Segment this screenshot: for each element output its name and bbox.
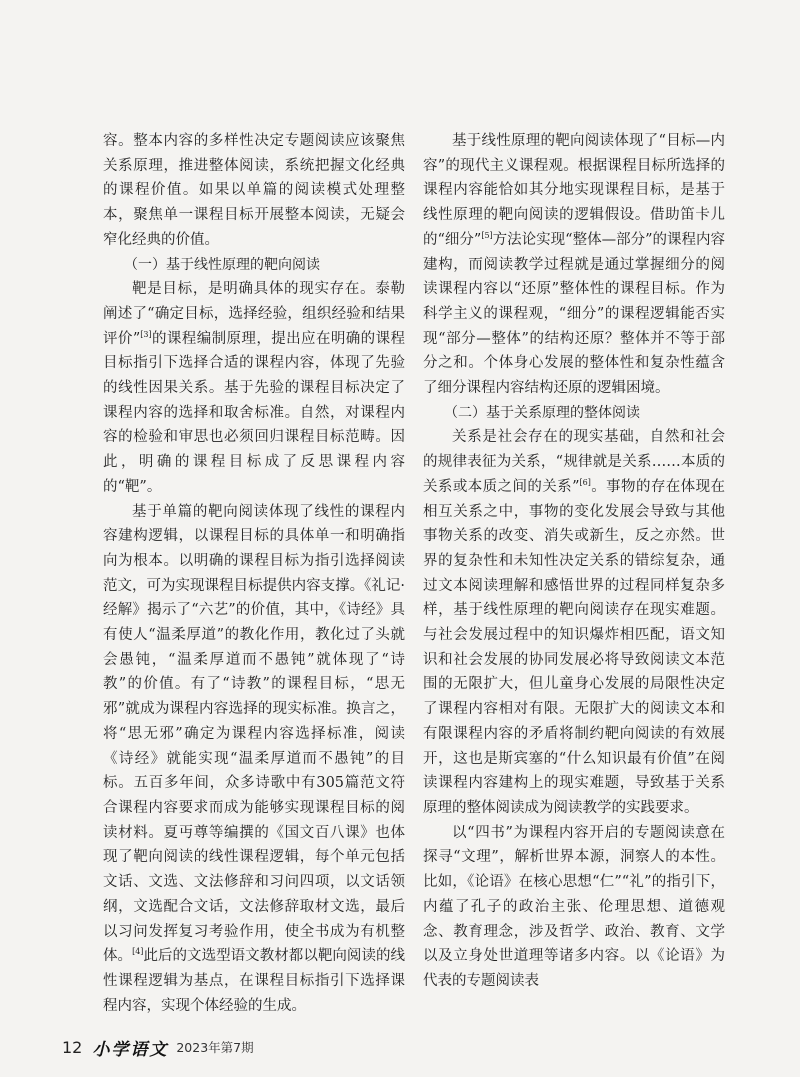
left-paragraph-1: 容。整本内容的多样性决定专题阅读应该聚焦关系原理，推进整体阅读，系统把握文化经典的课程价值。如果以单篇的阅读模式处理整本，聚焦单一课程目标开展整本阅读，无疑会窄化经典的价值。	[103, 133, 405, 248]
right-paragraph-1	[423, 129, 725, 401]
right-paragraph-2-text-b: 。事物的存在体现在相互关系之中，事物的变化发展会导致与其他事物关系的改变、消失或新生，反之亦然。世界的复杂性和未知性决定关系的错综复杂，通过文本阅读理解和感悟世界的过程同样复杂多样，基于线性原理的靶向阅读存在现实难题。与社会发展过程中的知识爆炸相匹配，语文知识和社会发展的协同发展必将导致阅读文本范围的无限扩大，但儿童身心发展的局限性决定了课程内容相对有限。无限扩大的阅读文本和有限课程内容的矛盾将制约靶向阅读的有效展开，这也是斯宾塞的“什么知识最有价值”在阅读课程内容建构上的现实难题，导致基于关系原理的整体阅读成为阅读教学的实践要求。	[423, 478, 725, 816]
citation-6: [6]	[579, 478, 591, 488]
section-heading-1: （一）基于线性原理的靶向阅读	[124, 256, 320, 273]
issue-label: 2023年第7期	[176, 1040, 254, 1055]
page-footer	[62, 1035, 254, 1059]
left-column	[103, 129, 405, 1018]
left-paragraph-2	[103, 277, 405, 499]
right-paragraph-2	[423, 425, 725, 820]
right-paragraph-1-text-a: 基于线性原理的靶向阅读体现了“目标—内容”的现代主义课程观。根据课程目标所选择的课程内容能恰如其分地实现课程目标，是基于线性原理的靶向阅读的逻辑假设。借助笛卡儿的“细分”	[423, 133, 725, 248]
right-paragraph-1-text-b: 方法论实现“整体—部分”的课程内容建构，而阅读教学过程就是通过掌握细分的阅读课程内容以“还原”整体性的课程目标。作为科学主义的课程观，“细分”的课程逻辑能否实现“部分—整体”的结构还原？整体并不等于部分之和。个体身心发展的整体性和复杂性蕴含了细分课程内容结构还原的逻辑困境。	[423, 231, 725, 397]
right-paragraph-2-text-a: 关系是社会存在的现实基础，自然和社会的规律表征为关系，“规律就是关系……本质的关系或本质之间的关系”	[423, 429, 725, 495]
left-paragraph-3-text-b: 此后的文选型语文教材都以靶向阅读的线性课程逻辑为基点，在课程目标指引下选择课程内容，实现个体经验的生成。	[103, 948, 406, 1014]
citation-4: [4]	[132, 947, 144, 957]
citation-5: [5]	[481, 230, 493, 240]
page-number: 12	[62, 1037, 83, 1057]
citation-3: [3]	[140, 329, 152, 339]
left-paragraph-2-text-b: 的课程编制原理，提出应在明确的课程目标指引下选择合适的课程内容，体现了先验的线性因果关系。基于先验的课程目标决定了课程内容的选择和取舍标准。自然，对课程内容的检验和审思也必须回归课程目标范畴。因此，明确的课程目标成了反思课程内容的“靶”。	[103, 330, 405, 495]
left-paragraph-3	[103, 500, 405, 1019]
left-paragraph-2-text-a: 靶是目标，是明确具体的现实存在。泰勒阐述了“确定目标，选择经验，组织经验和结果评价”	[103, 281, 405, 347]
journal-logo: 小学语文	[92, 1039, 169, 1060]
right-column	[423, 129, 725, 994]
left-paragraph-3-text-a: 基于单篇的靶向阅读体现了线性的课程内容建构逻辑，以课程目标的具体单一和明确指向为根本。以明确的课程目标为指引选择阅读范文，可为实现课程目标提供内容支撑。《礼记·经解》揭示了“六艺”的价值，其中，《诗经》具有使人“温柔厚道”的教化作用，教化过了头就会愚钝，“温柔厚道而不愚钝”就体现了“诗教”的价值。有了“诗教”的课程目标，“思无邪”就成为课程内容选择的现实标准。换言之，将“思无邪”确定为课程内容选择标准，阅读《诗经》就能实现“温柔厚道而不愚钝”的目标。五百多年间，众多诗歌中有305篇范文符合课程内容要求而成为能够实现课程目标的阅读材料。夏丏尊等编撰的《国文百八课》也体现了靶向阅读的线性课程逻辑，每个单元包括文话、文选、文法修辞和习问四项，以文话领纲，文选配合文话，文法修辞取材文选，最后以习问发挥复习考验作用，使全书成为有机整体。	[103, 503, 405, 965]
section-heading-2: （二）基于关系原理的整体阅读	[444, 404, 640, 421]
right-paragraph-3: 以“四书”为课程内容开启的专题阅读意在探寻“文理”，解析世界本源，洞察人的本性。比如，《论语》在核心思想“仁”“礼”的指引下，内蕴了孔子的政治主张、伦理思想、道德观念、教育理念，涉及哲学、政治、教育、文学以及立身处世道理等诸多内容。以《论语》为代表的专题阅读表	[423, 824, 725, 989]
